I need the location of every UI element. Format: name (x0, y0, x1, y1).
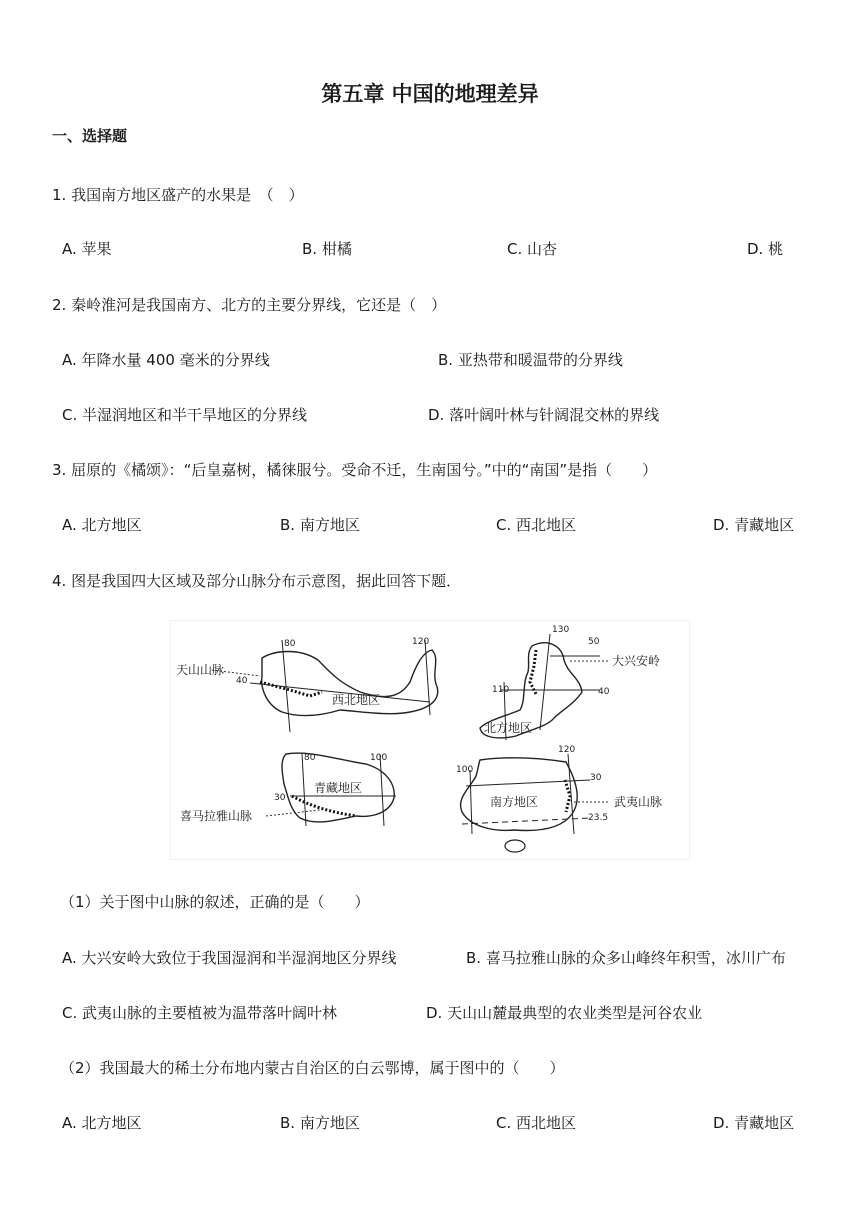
s-tick-23-5: 23.5 (588, 813, 609, 823)
q1-option-d[interactable]: D. 桃 (747, 240, 784, 258)
nw-tick-120: 120 (412, 637, 430, 647)
n-tick-40: 40 (598, 687, 610, 697)
nw-tick-80: 80 (284, 639, 296, 649)
himalaya-label: 喜马拉雅山脉 (180, 809, 253, 823)
northwest-region-label: 西北地区 (332, 693, 381, 707)
s-tick-100: 100 (456, 765, 474, 775)
qt-tick-30: 30 (274, 793, 286, 803)
n-tick-130: 130 (552, 625, 570, 635)
q4-sub1-stem: （1）关于图中山脉的叙述，正确的是（ ） (60, 893, 370, 911)
question-2-stem: 2. 秦岭淮河是我国南方、北方的主要分界线，它还是（ ） (52, 296, 447, 314)
question-4-stem: 4. 图是我国四大区域及部分山脉分布示意图，据此回答下题． (52, 572, 462, 590)
q4-sub1-option-c[interactable]: C. 武夷山脉的主要植被为温带落叶阔叶林 (62, 1004, 338, 1022)
wuyi-label: 武夷山脉 (614, 795, 663, 809)
question-1-stem: 1. 我国南方地区盛产的水果是 （ ） (52, 186, 304, 204)
north-region-label: 北方地区 (484, 721, 533, 735)
section-heading: 一、选择题 (52, 127, 128, 145)
q3-option-c[interactable]: C. 西北地区 (496, 516, 577, 534)
south-region-label: 南方地区 (490, 795, 539, 809)
n-tick-110: 110 (492, 685, 510, 695)
q3-option-d[interactable]: D. 青藏地区 (713, 516, 795, 534)
s-tick-120: 120 (558, 745, 576, 755)
q2-option-c[interactable]: C. 半湿润地区和半干旱地区的分界线 (62, 406, 308, 424)
qt-tick-80: 80 (304, 753, 316, 763)
q4-sub2-option-a[interactable]: A. 北方地区 (62, 1114, 142, 1132)
q4-sub1-option-a[interactable]: A. 大兴安岭大致位于我国湿润和半湿润地区分界线 (62, 949, 397, 967)
n-tick-50: 50 (588, 637, 600, 647)
question-3-stem: 3. 屈原的《橘颂》：“后皇嘉树，橘徕服兮。受命不迁，生南国兮。”中的“南国”是指（ ） (52, 461, 658, 479)
q3-option-b[interactable]: B. 南方地区 (280, 516, 360, 534)
q4-sub2-option-c[interactable]: C. 西北地区 (496, 1114, 577, 1132)
q1-option-a[interactable]: A. 苹果 (62, 240, 112, 258)
q2-option-d[interactable]: D. 落叶阔叶林与针阔混交林的界线 (428, 406, 660, 424)
s-tick-30: 30 (590, 773, 602, 783)
q4-sub2-option-d[interactable]: D. 青藏地区 (713, 1114, 795, 1132)
q3-option-a[interactable]: A. 北方地区 (62, 516, 142, 534)
tianshan-label: 天山山脉 (176, 663, 225, 677)
q1-option-b[interactable]: B. 柑橘 (302, 240, 352, 258)
q2-option-a[interactable]: A. 年降水量 400 毫米的分界线 (62, 351, 270, 369)
q4-sub1-option-b[interactable]: B. 喜马拉雅山脉的众多山峰终年积雪，冰川广布 (466, 949, 786, 967)
q4-sub2-stem: （2）我国最大的稀土分布地内蒙古自治区的白云鄂博，属于图中的（ ） (60, 1059, 565, 1077)
qt-tick-100: 100 (370, 753, 388, 763)
region-map-figure (170, 620, 690, 860)
page-title: 第五章 中国的地理差异 (321, 82, 539, 106)
q4-sub2-option-b[interactable]: B. 南方地区 (280, 1114, 360, 1132)
q1-option-c[interactable]: C. 山杏 (507, 240, 558, 258)
q4-sub1-option-d[interactable]: D. 天山山麓最典型的农业类型是河谷农业 (426, 1004, 703, 1022)
q2-option-b[interactable]: B. 亚热带和暖温带的分界线 (438, 351, 623, 369)
nw-tick-40: 40 (236, 676, 248, 686)
qinghai-tibet-region-label: 青藏地区 (314, 781, 363, 795)
daxinganling-label: 大兴安岭 (612, 654, 661, 668)
